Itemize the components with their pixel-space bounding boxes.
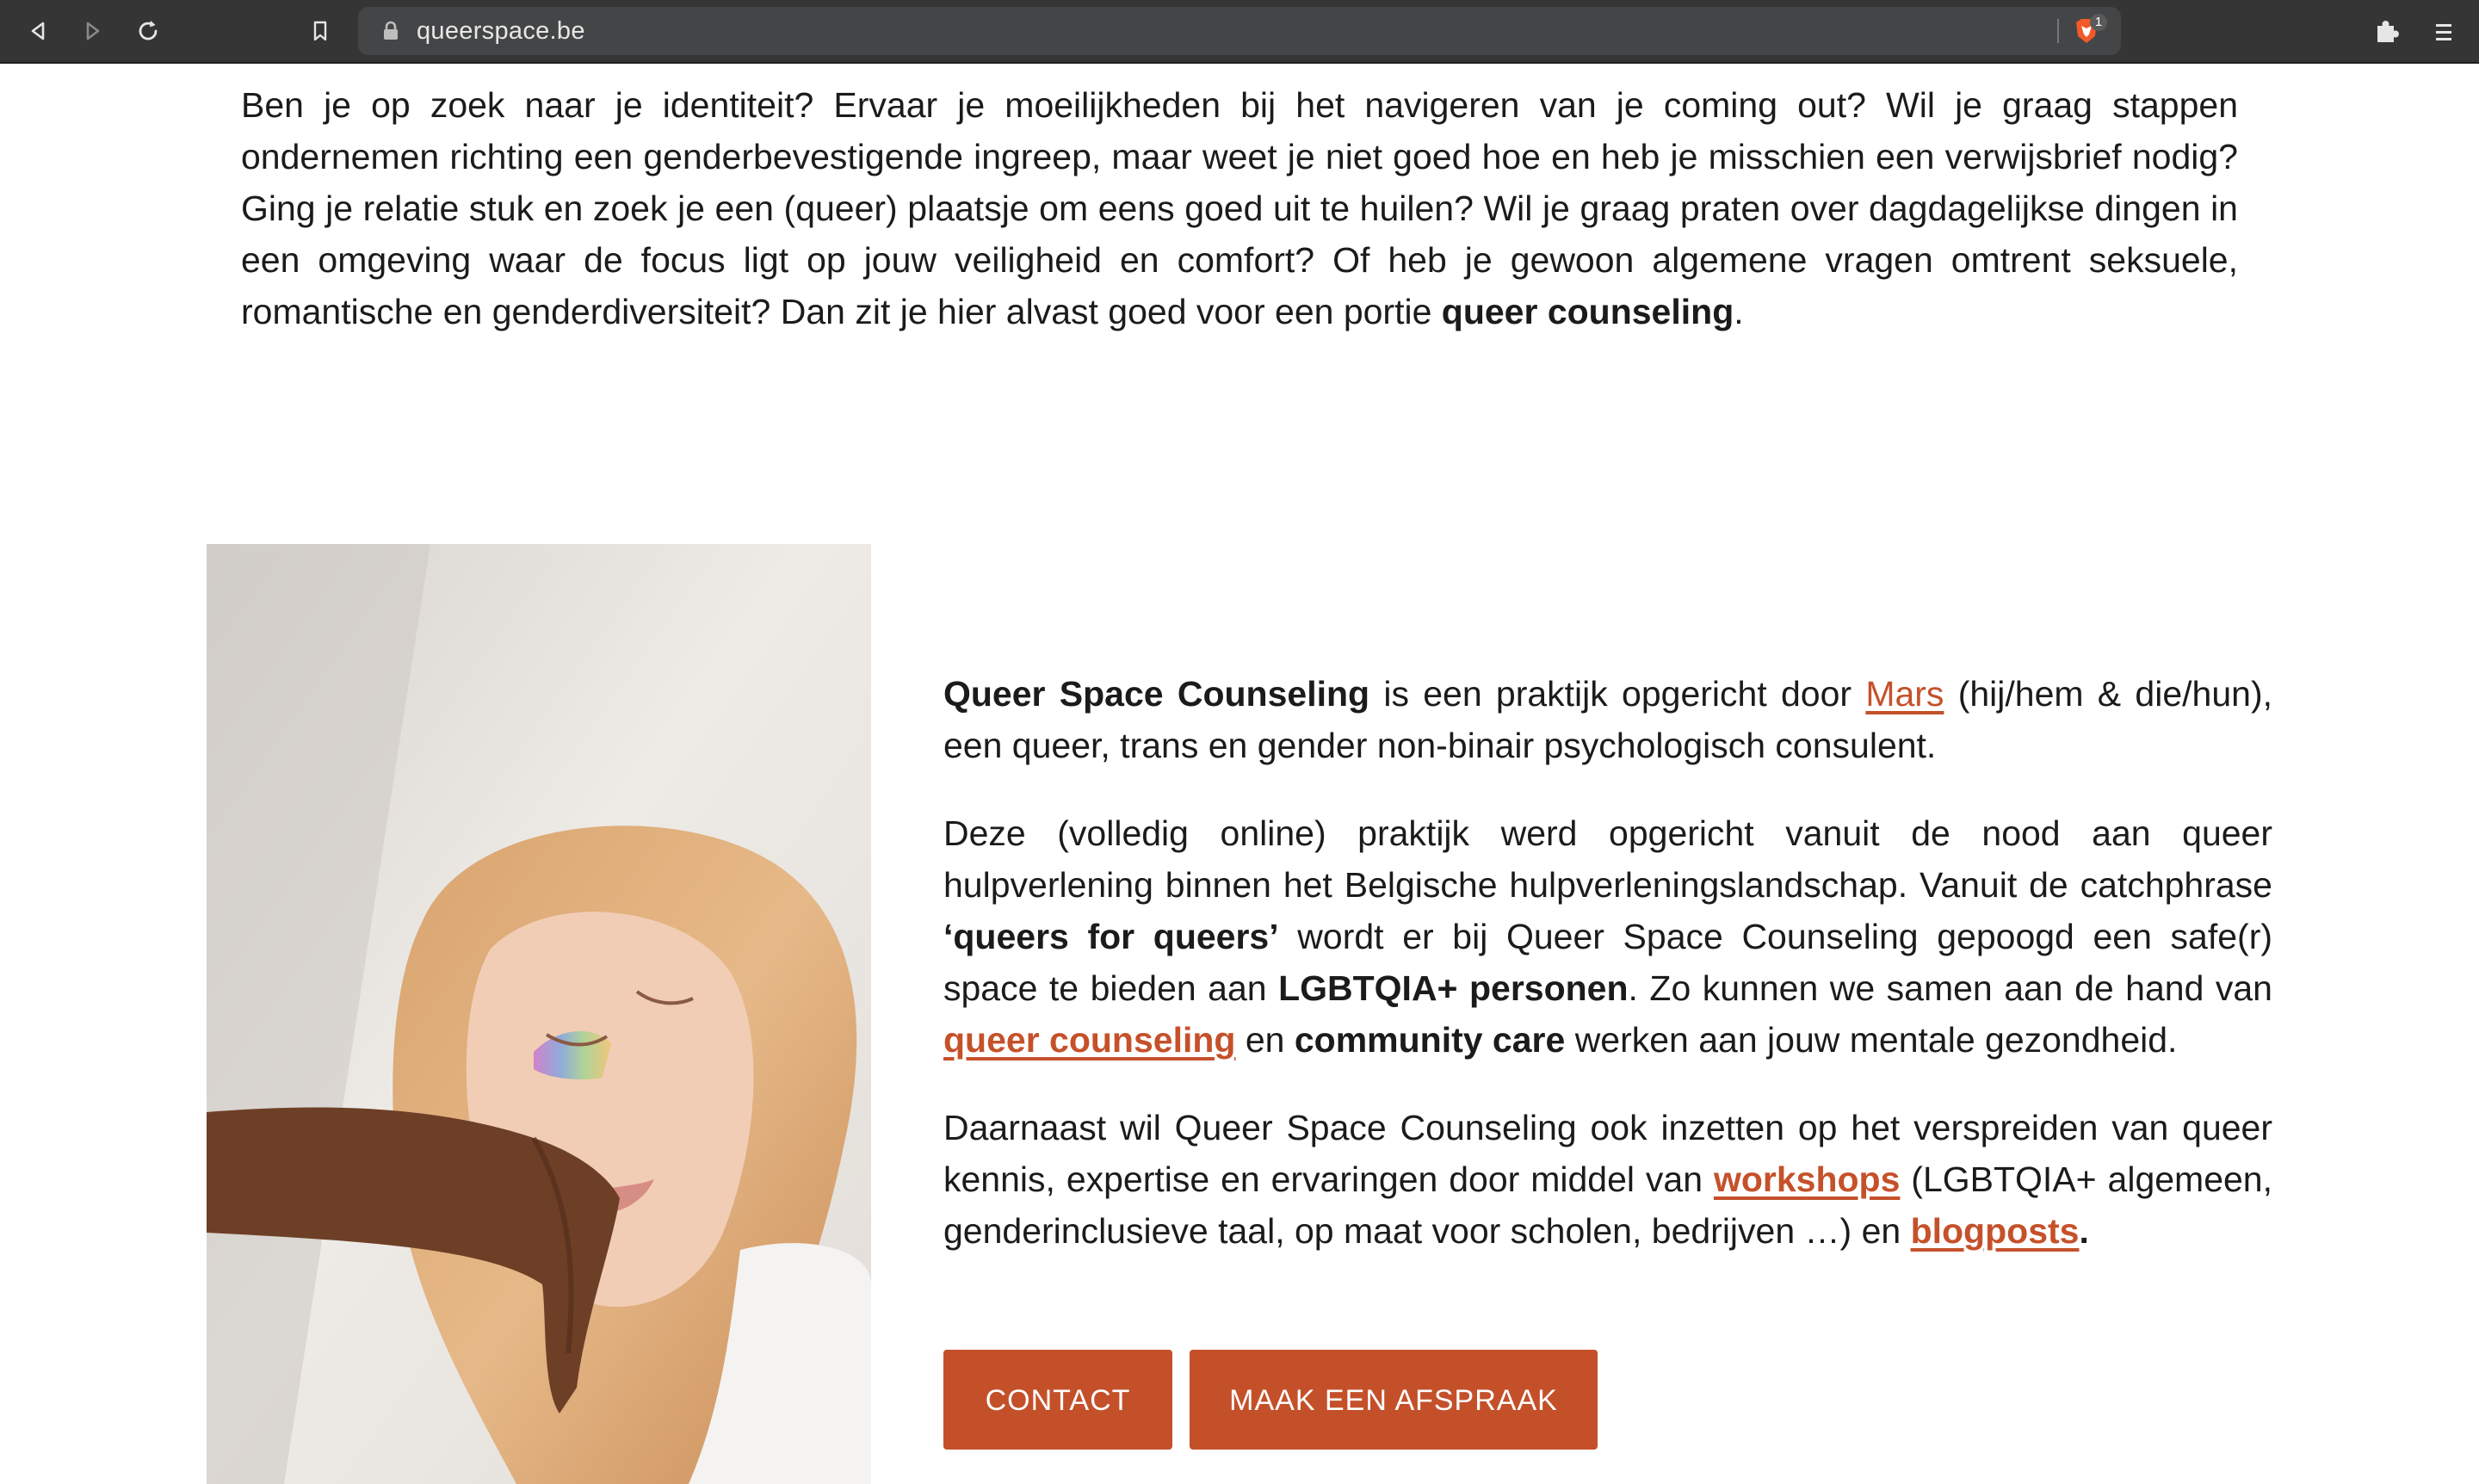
make-appointment-button[interactable]: MAAK EEN AFSPRAAK [1190,1350,1598,1450]
extensions-icon [2369,14,2405,50]
p3-text-2: (LGBTQIA+ algemeen, genderinclusieve taal, op maat voor scholen, bedrijven …) en [943,1159,2272,1251]
blogposts-link[interactable]: blogposts [1910,1211,2080,1251]
urlbar-divider [2057,19,2059,43]
p2-text-3: . Zo kunnen we samen aan de hand van [1628,968,2272,1008]
back-icon [25,18,51,44]
bookmark-icon [307,18,333,44]
hero-photo [207,544,871,1484]
intro-end: . [1734,292,1744,331]
p1-text-2: (hij/hem & die/hun), een queer, trans en gender non-binair psychologisch consulent. [943,674,2272,765]
menu-icon [2426,14,2462,50]
about-section [943,668,2272,1293]
portrait-illustration [207,544,871,1484]
forward-icon [80,18,106,44]
lock-icon [379,19,403,43]
p2-text-1: Deze (volledig online) praktijk werd opgericht vanuit de nood aan queer hulpverlening binnen het Belgische hulpverleningslandschap. Vanuit de catchphrase [943,813,2272,905]
community-care-bold: community care [1294,1020,1566,1060]
about-paragraph-2 [943,807,2272,1066]
mars-link[interactable]: Mars [1865,674,1944,714]
p3-end: . [2079,1211,2089,1251]
intro-bold-queer-counseling: queer counseling [1441,292,1734,331]
contact-button[interactable]: CONTACT [943,1350,1172,1450]
p2-text-4: en [1235,1020,1295,1060]
p2-text-5: werken aan jouw mentale gezondheid. [1565,1020,2178,1060]
reload-button[interactable] [129,12,167,50]
lgbtqia-bold: LGBTQIA+ personen [1278,968,1629,1008]
back-button[interactable] [19,12,57,50]
forward-button[interactable] [74,12,112,50]
browser-menu-button[interactable] [2426,14,2462,50]
url-text: queerspace.be [417,17,585,45]
browser-toolbar [0,0,2479,64]
about-paragraph-1 [943,668,2272,771]
web-page [0,64,2479,1484]
address-bar[interactable] [358,7,2121,55]
about-paragraph-3 [943,1102,2272,1257]
p3-text-1: Daarnaast wil Queer Space Counseling ook inzetten op het verspreiden van queer kennis, expertise en ervaringen door middel van [943,1108,2272,1199]
intro-text: Ben je op zoek naar je identiteit? Ervaar je moeilijkheden bij het navigeren van je coming out? Wil je graag stappen ondernemen richting een genderbevestigende ingreep, maar weet je niet goed hoe en heb je misschien een verwijsbrief nodig? Ging je relatie stuk en zoek je een (queer) plaatsje om eens goed uit te huilen? Wil je graag praten over dagdagelijkse dingen in een omgeving waar de focus ligt op jouw veiligheid en comfort? Of heb je gewoon algemene vragen omtrent seksuele, romantische en genderdiversiteit? Dan zit je hier alvast goed voor een portie [241,85,2238,331]
p2-text-2: wordt er bij Queer Space Counseling gepoogd een safe(r) space te bieden aan [943,917,2273,1008]
catchphrase: ‘queers for queers’ [943,917,1279,956]
workshops-link[interactable]: workshops [1713,1159,1901,1199]
queer-counseling-link[interactable]: queer counseling [943,1020,1236,1060]
intro-paragraph [241,79,2238,337]
brave-shield-button[interactable] [2071,15,2102,46]
shield-badge: 1 [2090,14,2107,31]
practice-name: Queer Space Counseling [943,674,1370,714]
p1-text-1: is een praktijk opgericht door [1369,674,1866,714]
reload-icon [135,18,161,44]
extensions-button[interactable] [2369,14,2405,50]
bookmark-button[interactable] [301,12,339,50]
